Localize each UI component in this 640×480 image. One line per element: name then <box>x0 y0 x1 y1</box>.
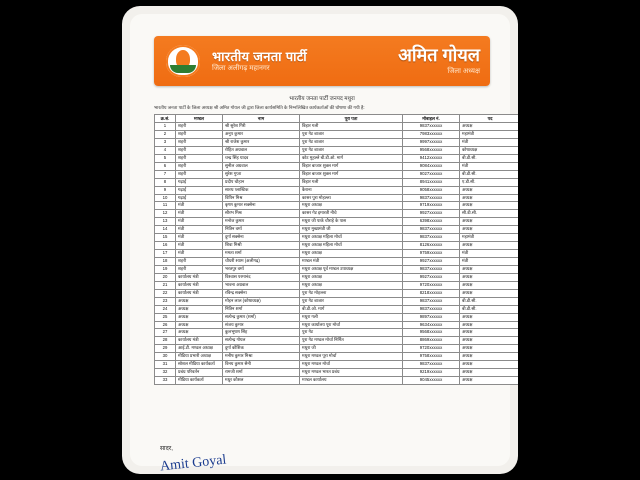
table-cell: शहरी <box>176 170 223 178</box>
table-cell: मीडिया कार्यकर्ता <box>176 377 223 385</box>
table-row <box>155 242 519 250</box>
table-cell: सुनील अग्रवाल <box>223 162 300 170</box>
table-cell: मथुरा अध्यक्ष पूर्व मण्डल उपाध्यक्ष <box>300 265 403 273</box>
table-cell: सारथ प्लास्टिक <box>223 186 300 194</box>
table-cell: पुरा गेट बाजार <box>300 131 403 139</box>
table-cell: 19 <box>155 265 176 273</box>
table-cell: 25 <box>155 313 176 321</box>
table-row <box>155 186 519 194</box>
table-cell: 31 <box>155 361 176 369</box>
table-cell: अध्यक्ष <box>460 281 519 289</box>
table-row <box>155 337 519 345</box>
table-row <box>155 289 519 297</box>
table-cell: मथुरा कार्यालय पूरा मोर्चा <box>300 321 403 329</box>
table-cell: शहरी <box>176 265 223 273</box>
document-footer <box>160 444 480 472</box>
table-cell: अध्यक्ष <box>176 321 223 329</box>
table-row <box>155 178 519 186</box>
table-cell: ममता शर्मा <box>223 250 300 258</box>
table-cell: मंत्री <box>176 242 223 250</box>
table-row <box>155 123 519 131</box>
table-row <box>155 146 519 154</box>
table-cell: अध्यक्ष <box>460 321 519 329</box>
table-cell: मथुरा जी <box>300 345 403 353</box>
table-row <box>155 369 519 377</box>
table-cell: 8218xxxxxx <box>403 289 460 297</box>
table-cell: 18 <box>155 258 176 266</box>
table-cell: 9 <box>155 186 176 194</box>
party-identity <box>212 50 307 73</box>
table-cell: शहरी <box>176 258 223 266</box>
table-cell: अध्यक्ष <box>176 297 223 305</box>
table-cell: नितिन शर्मा <box>223 305 300 313</box>
table-cell: कोषाध्यक्ष <box>460 146 519 154</box>
table-row <box>155 202 519 210</box>
table-cell: ए.डी.सी. <box>460 178 519 186</box>
table-cell: सोशल मीडिया कार्यकर्ता <box>176 361 223 369</box>
document-card <box>122 6 518 474</box>
table-cell: पुरा गेट <box>300 329 403 337</box>
table-cell: 9837xxxxxx <box>403 265 460 273</box>
table-cell: मंत्री <box>460 258 519 266</box>
table-cell: अध्यक्ष <box>460 242 519 250</box>
table-cell: मथुरा जी पार्क चौराहे के पास <box>300 218 403 226</box>
table-cell: 11 <box>155 202 176 210</box>
table-cell: पुरा गेट बाजार <box>300 146 403 154</box>
table-cell: सुरेश गुप्ता <box>223 170 300 178</box>
table-row <box>155 265 519 273</box>
table-cell: 24 <box>155 305 176 313</box>
table-cell: 9720xxxxxx <box>403 345 460 353</box>
table-cell: 8126xxxxxx <box>403 242 460 250</box>
table-cell: अध्यक्ष <box>460 226 519 234</box>
table-cell: 28 <box>155 337 176 345</box>
table-col-header: पद <box>460 115 519 123</box>
table-cell: शहरी <box>176 138 223 146</box>
title-line-2: भारतीय जनता पार्टी के जिला अध्यक्ष श्री अमित गोयल जी द्वारा जिला कार्यसमिति के निम्नलिखित कार्यकर्ताओं की घोषणा की गयी है: <box>154 105 365 110</box>
table-row <box>155 250 519 258</box>
table-cell: अध्यक्ष <box>176 313 223 321</box>
table-row <box>155 170 519 178</box>
person-block <box>398 46 490 75</box>
table-cell: मंत्री <box>176 210 223 218</box>
table-cell: शहरी <box>176 131 223 139</box>
table-cell: 8869xxxxxx <box>403 337 460 345</box>
table-cell: अध्यक्ष <box>460 313 519 321</box>
table-cell: 27 <box>155 329 176 337</box>
title-line-1: भारतीय जनता पार्टी जनपद मथुरा <box>289 96 355 102</box>
table-cell: 9758xxxxxx <box>403 353 460 361</box>
table-cell: अध्यक्ष <box>460 218 519 226</box>
table-cell: 6 <box>155 162 176 170</box>
table-cell: 9837xxxxxx <box>403 226 460 234</box>
table-cell: विश्वास परमानंद <box>223 273 300 281</box>
document-title-area <box>154 94 490 111</box>
table-cell: पुरा गेट बाजार <box>300 138 403 146</box>
table-cell: 9568xxxxxx <box>403 146 460 154</box>
party-subtitle: जिला अलीगढ़ महानगर <box>212 65 270 73</box>
table-cell: 1 <box>155 123 176 131</box>
table-cell: रविन्द्र सक्सेना <box>223 289 300 297</box>
table-row <box>155 138 519 146</box>
table-cell: गढ़ाई <box>176 194 223 202</box>
table-cell: मनीष कुमार मिश्रा <box>223 353 300 361</box>
table-cell: सत्येन्द्र गोयल <box>223 337 300 345</box>
table-cell: मथुरा मण्डल भारत प्रबंध <box>300 369 403 377</box>
table-cell: अध्यक्ष <box>460 273 519 281</box>
table-cell: मथुरा अध्यक्ष <box>300 250 403 258</box>
table-cell: कृष्ण कुमार सक्सेना <box>223 202 300 210</box>
table-cell: भरतपुर वर्मा <box>223 265 300 273</box>
table-cell: रामजी शर्मा <box>223 369 300 377</box>
table-cell: 9759xxxxxx <box>403 250 460 258</box>
table-cell: कार्यालय मंत्री <box>176 289 223 297</box>
table-cell: चन्द्र सिंह यादव <box>223 154 300 162</box>
table-cell: अध्यक्ष <box>460 265 519 273</box>
table-cell: 21 <box>155 281 176 289</box>
table-cell: मंत्री <box>176 202 223 210</box>
table-cell: 32 <box>155 369 176 377</box>
table-row <box>155 210 519 218</box>
table-cell: 9997xxxxxx <box>403 138 460 146</box>
table-col-header: नाम <box>223 115 300 123</box>
table-cell: अध्यक्ष <box>460 377 519 385</box>
table-cell: अध्यक्ष <box>460 202 519 210</box>
table-cell: अध्यक्ष <box>460 345 519 353</box>
table-cell: 9027xxxxxx <box>403 170 460 178</box>
table-cell: कार्यालय मंत्री <box>176 273 223 281</box>
table-col-header: मण्डल <box>176 115 223 123</box>
table-cell: अध्यक्ष <box>176 305 223 313</box>
table-cell: बी.डी.सी. <box>460 305 519 313</box>
table-cell: प्रदीप चौहान <box>223 178 300 186</box>
table-cell: शहरी <box>176 162 223 170</box>
table-cell: सी.डी.सी. <box>460 210 519 218</box>
committee-table <box>154 114 518 385</box>
table-cell: 9837xxxxxx <box>403 234 460 242</box>
table-cell: 29 <box>155 345 176 353</box>
table-cell: मंत्री <box>460 162 519 170</box>
table-cell: नितिन वर्मा <box>223 226 300 234</box>
table-cell: 6398xxxxxx <box>403 218 460 226</box>
table-cell: बी.डी.ओ. मार्ग <box>300 305 403 313</box>
table-cell: 26 <box>155 321 176 329</box>
table-row <box>155 321 519 329</box>
table-cell: 9837xxxxxx <box>403 305 460 313</box>
table-cell: 9837xxxxxx <box>403 123 460 131</box>
table-cell: सत्येन्द्र कुमार (शर्मा) <box>223 313 300 321</box>
table-cell: 13 <box>155 218 176 226</box>
table-cell: विनय कुमार सैनी <box>223 361 300 369</box>
table-row <box>155 234 519 242</box>
table-cell: 9837xxxxxx <box>403 194 460 202</box>
table-cell: प्रबंध परिवर्तन <box>176 369 223 377</box>
table-cell: बिहार बाजार शुक्ल मार्ग <box>300 170 403 178</box>
table-cell: कार्यालय मंत्री <box>176 281 223 289</box>
table-cell: पुरा गेट बाजार <box>300 297 403 305</box>
table-row <box>155 377 519 385</box>
table-row <box>155 297 519 305</box>
person-name: अमित गोयल <box>398 45 480 66</box>
table-row <box>155 154 519 162</box>
table-cell: 9568xxxxxx <box>403 329 460 337</box>
table-cell: 33 <box>155 377 176 385</box>
table-cell: 3 <box>155 138 176 146</box>
table-cell: बिहार गली <box>300 123 403 131</box>
table-cell: 7 <box>155 170 176 178</box>
table-cell: 5 <box>155 154 176 162</box>
table-cell: 10 <box>155 194 176 202</box>
table-header-row <box>155 115 519 123</box>
table-row <box>155 281 519 289</box>
table-cell: 15 <box>155 234 176 242</box>
table-row <box>155 345 519 353</box>
table-cell: 9897xxxxxx <box>403 313 460 321</box>
table-cell: पुरा गेट मण्डल मोर्चा निर्मित <box>300 337 403 345</box>
table-cell: अध्यक्ष <box>460 186 519 194</box>
table-cell: मीडिया प्रभारी अध्यक्ष <box>176 353 223 361</box>
person-role: जिला अध्यक्ष <box>447 68 480 76</box>
table-cell: आई.टी. मण्डल अध्यक्ष <box>176 345 223 353</box>
table-cell: 9837xxxxxx <box>403 297 460 305</box>
table-cell: रोहित अग्रवाल <box>223 146 300 154</box>
table-cell: शहरी <box>176 154 223 162</box>
table-row <box>155 162 519 170</box>
signature: Amit Goyal <box>159 452 228 474</box>
table-cell: 20 <box>155 273 176 281</box>
table-cell: कैराना <box>300 186 403 194</box>
table-cell: संजय कुमार <box>223 321 300 329</box>
table-cell: बी.डी.सी. <box>460 297 519 305</box>
table-cell: 9927xxxxxx <box>403 258 460 266</box>
table-cell: 30 <box>155 353 176 361</box>
table-cell: शिवा मिश्री <box>223 242 300 250</box>
table-cell: बी.डी.सी. <box>460 154 519 162</box>
bjp-lotus-icon <box>154 36 212 86</box>
table-cell: 9927xxxxxx <box>403 273 460 281</box>
table-cell: 23 <box>155 297 176 305</box>
table-cell: अध्यक्ष <box>460 123 519 131</box>
table-cell: 9219xxxxxx <box>403 369 460 377</box>
table-cell: सौरभ मिश्र <box>223 210 300 218</box>
table-cell: कासर पुरा मोहल्ला <box>300 194 403 202</box>
table-cell: मंत्री <box>460 138 519 146</box>
table-cell: 4 <box>155 146 176 154</box>
table-row <box>155 258 519 266</box>
table-cell: अध्यक्ष <box>460 329 519 337</box>
table-cell: मथुरा मण्डल मोर्चा <box>300 361 403 369</box>
table-cell: मथुरा मुख्यमंत्री जी <box>300 226 403 234</box>
table-cell: मथुरा अध्यक्ष महिला मोर्चा <box>300 242 403 250</box>
table-cell: मण्डल कार्यालय <box>300 377 403 385</box>
table-cell: बिहार बाजार शुक्ल मार्ग <box>300 162 403 170</box>
table-row <box>155 273 519 281</box>
table-cell: 9837xxxxxx <box>403 361 460 369</box>
table-cell: बिहार गली <box>300 178 403 186</box>
table-cell: मनोज कुमार <box>223 218 300 226</box>
table-cell: भावना अग्रवाल <box>223 281 300 289</box>
footer-label: सादर, <box>160 446 173 452</box>
table-cell: 9412xxxxxx <box>403 154 460 162</box>
table-row <box>155 226 519 234</box>
table-row <box>155 329 519 337</box>
table-cell: 9927xxxxxx <box>403 210 460 218</box>
table-cell: 9719xxxxxx <box>403 202 460 210</box>
table-cell: मथुरा अध्यक्ष <box>300 202 403 210</box>
table-cell: पुरा गेट मोहल्ला <box>300 289 403 297</box>
table-row <box>155 305 519 313</box>
table-cell: मथुरा गली <box>300 313 403 321</box>
table-cell: 9720xxxxxx <box>403 281 460 289</box>
table-cell: मथुरा मण्डल पूरा मोर्चा <box>300 353 403 361</box>
table-cell: दुर्गा कौशिक <box>223 345 300 353</box>
table-cell: मंत्री <box>176 218 223 226</box>
table-cell: अध्यक्ष <box>460 353 519 361</box>
table-col-header: पूरा पता <box>300 115 403 123</box>
table-row <box>155 131 519 139</box>
table-cell: 2 <box>155 131 176 139</box>
table-cell: अध्यक्ष <box>460 194 519 202</box>
table-cell: मण्डल मंत्री <box>300 258 403 266</box>
table-cell: अनूप कुमार <box>223 131 300 139</box>
table-cell: अध्यक्ष <box>460 361 519 369</box>
table-cell: अध्यक्ष <box>460 337 519 345</box>
table-cell: शहरी <box>176 146 223 154</box>
table-cell: गढ़ाई <box>176 178 223 186</box>
table-body <box>155 123 519 385</box>
table-cell: 9084xxxxxx <box>403 162 460 170</box>
table-cell: अध्यक्ष <box>460 289 519 297</box>
table-cell: 8 <box>155 178 176 186</box>
table-row <box>155 218 519 226</box>
table-cell: मंत्री <box>460 250 519 258</box>
table-cell: श्री सुरेश गिरी <box>223 123 300 131</box>
table-row <box>155 353 519 361</box>
table-cell: महामंत्री <box>460 234 519 242</box>
table-cell: 9058xxxxxx <box>403 186 460 194</box>
table-cell: मंत्री <box>176 226 223 234</box>
table-row <box>155 361 519 369</box>
table-cell: 7983xxxxxx <box>403 131 460 139</box>
table-cell: 12 <box>155 210 176 218</box>
table-cell: 14 <box>155 226 176 234</box>
table-cell: दुर्गा सक्सेना <box>223 234 300 242</box>
table-cell: मथुरा अध्यक्ष <box>300 273 403 281</box>
table-cell: कार्यालय मंत्री <box>176 337 223 345</box>
document-header-banner <box>154 36 490 86</box>
table-cell: मधुर कौशल <box>223 377 300 385</box>
table-cell: 17 <box>155 250 176 258</box>
table-cell: कुलभूषण सिंह <box>223 329 300 337</box>
party-name: भारतीय जनता पार्टी <box>212 48 307 64</box>
table-cell: मंत्री <box>176 234 223 242</box>
table-cell: 8941xxxxxx <box>403 178 460 186</box>
table-cell: श्री राजेश कुमार <box>223 138 300 146</box>
table-cell: 16 <box>155 242 176 250</box>
table-cell: अध्यक्ष <box>176 329 223 337</box>
table-col-header: मोबाइल नं. <box>403 115 460 123</box>
table-cell: कासर गेट इमारती नीचे <box>300 210 403 218</box>
table-cell: 9045xxxxxx <box>403 377 460 385</box>
table-cell: गढ़ाई <box>176 186 223 194</box>
table-cell: महामंत्री <box>460 131 519 139</box>
table-cell: मथुरा अध्यक्ष महिला मोर्चा <box>300 234 403 242</box>
table-cell: विपिन मिश्र <box>223 194 300 202</box>
table-cell: अध्यक्ष <box>460 369 519 377</box>
table-cell: मोहन लाल (कोषाध्यक्ष) <box>223 297 300 305</box>
table-row <box>155 313 519 321</box>
table-col-header: क्र.सं. <box>155 115 176 123</box>
table-cell: चौधरी श्याम (अलीगढ़) <box>223 258 300 266</box>
table-row <box>155 194 519 202</box>
table-cell: 22 <box>155 289 176 297</box>
table-cell: 9634xxxxxx <box>403 321 460 329</box>
table-cell: शहरी <box>176 123 223 131</box>
table-cell: कोट मुहल्ले बी.डी.ओ. मार्ग <box>300 154 403 162</box>
table-cell: बी.डी.सी. <box>460 170 519 178</box>
document-page <box>130 14 510 474</box>
table-cell: मथुरा अध्यक्ष <box>300 281 403 289</box>
table-cell: मंत्री <box>176 250 223 258</box>
